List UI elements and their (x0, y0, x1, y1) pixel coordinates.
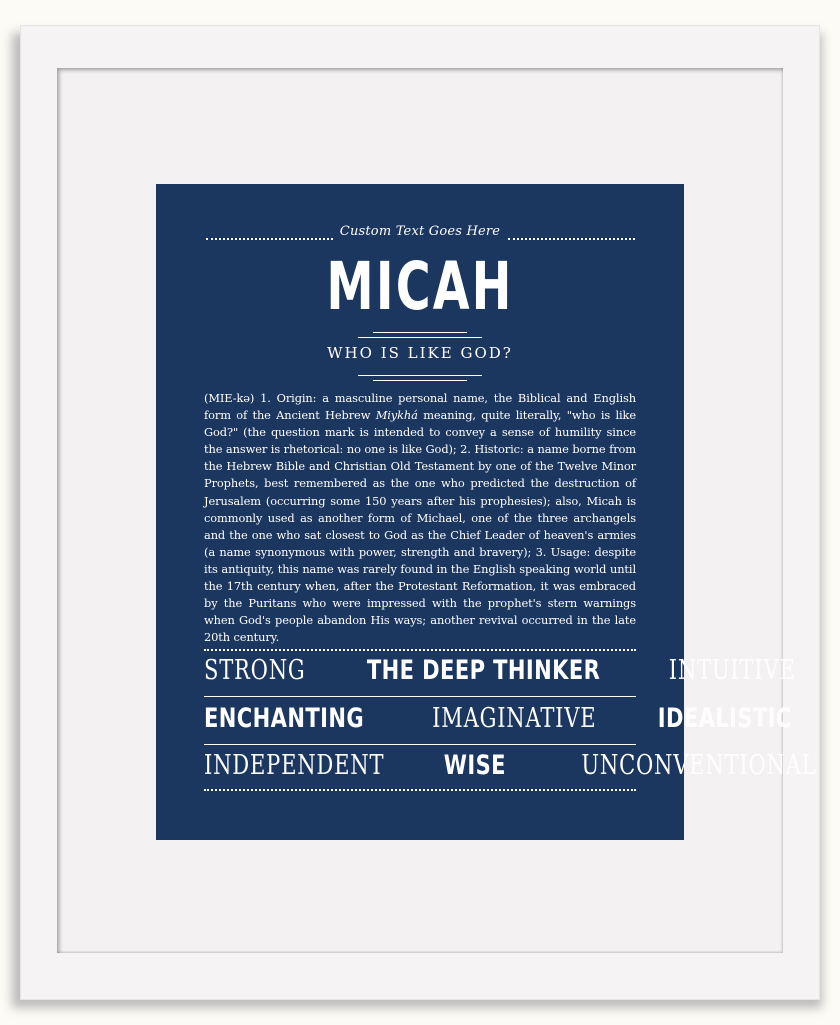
trait-word: UNCONVENTIONAL (581, 750, 817, 781)
traits-divider-2 (204, 744, 636, 745)
name-definition (204, 390, 636, 646)
trait-word: WISE (443, 750, 507, 781)
traits-row-3 (204, 750, 817, 781)
trait-word: THE DEEP THINKER (367, 655, 601, 686)
traits-top-dotted-line (204, 649, 636, 651)
trait-word: STRONG (204, 655, 306, 686)
definition-foreign-word: Miykhá (375, 408, 418, 423)
traits-row-1 (204, 655, 796, 686)
meaning-rule-bottom-1 (358, 375, 482, 376)
trait-word: IMAGINATIVE (432, 703, 597, 734)
definition-text-1: (MIE-kə) 1. Origin: a masculine personal name, the Biblical and English form of the Ancient Hebrew (204, 391, 636, 423)
trait-word: INDEPENDENT (204, 750, 385, 781)
traits-bottom-dotted-line (204, 789, 636, 791)
name-meaning: WHO IS LIKE GOD? (327, 344, 513, 362)
definition-text-2: meaning, quite literally, "who is like God?" (the question mark is intended to convey a sense of humility since the answer is rhetorical: no one is like God); 2. Historic: a name borne from the Hebrew Bible and Christian Old Testament by one of the Twelve Minor Prophets, best remembered as the one who predicted the destruction of Jerusalem (occurring some 150 years after his prophesies); also, Micah is commonly used as another form of Michael, one of the three archangels and the one who sat closest to God as the Chief Leader of heaven's armies (a name synonymous with power, strength and bravery); 3. Usage: despite its antiquity, this name was rarely found in the English speaking world until the 17th century when, after the Protestant Reformation, it was embraced by the Puritans who were impressed with the prophet's stern warnings when God's people abandon His ways; another revival occurred in the late 20th century. (204, 408, 637, 645)
meaning-rule-top-2 (358, 337, 482, 338)
trait-word: ENCHANTING (204, 703, 365, 734)
custom-text: Custom Text Goes Here (339, 224, 501, 239)
meaning-rule-top-1 (373, 332, 467, 333)
traits-divider-1 (204, 696, 636, 697)
trait-word: INTUITIVE (669, 655, 796, 686)
trait-word: IDEALISTIC (657, 703, 792, 734)
meaning-rule-bottom-2 (373, 380, 467, 381)
name-print (156, 184, 817, 840)
traits-row-2 (204, 703, 792, 734)
name-title: MICAH (326, 248, 514, 325)
